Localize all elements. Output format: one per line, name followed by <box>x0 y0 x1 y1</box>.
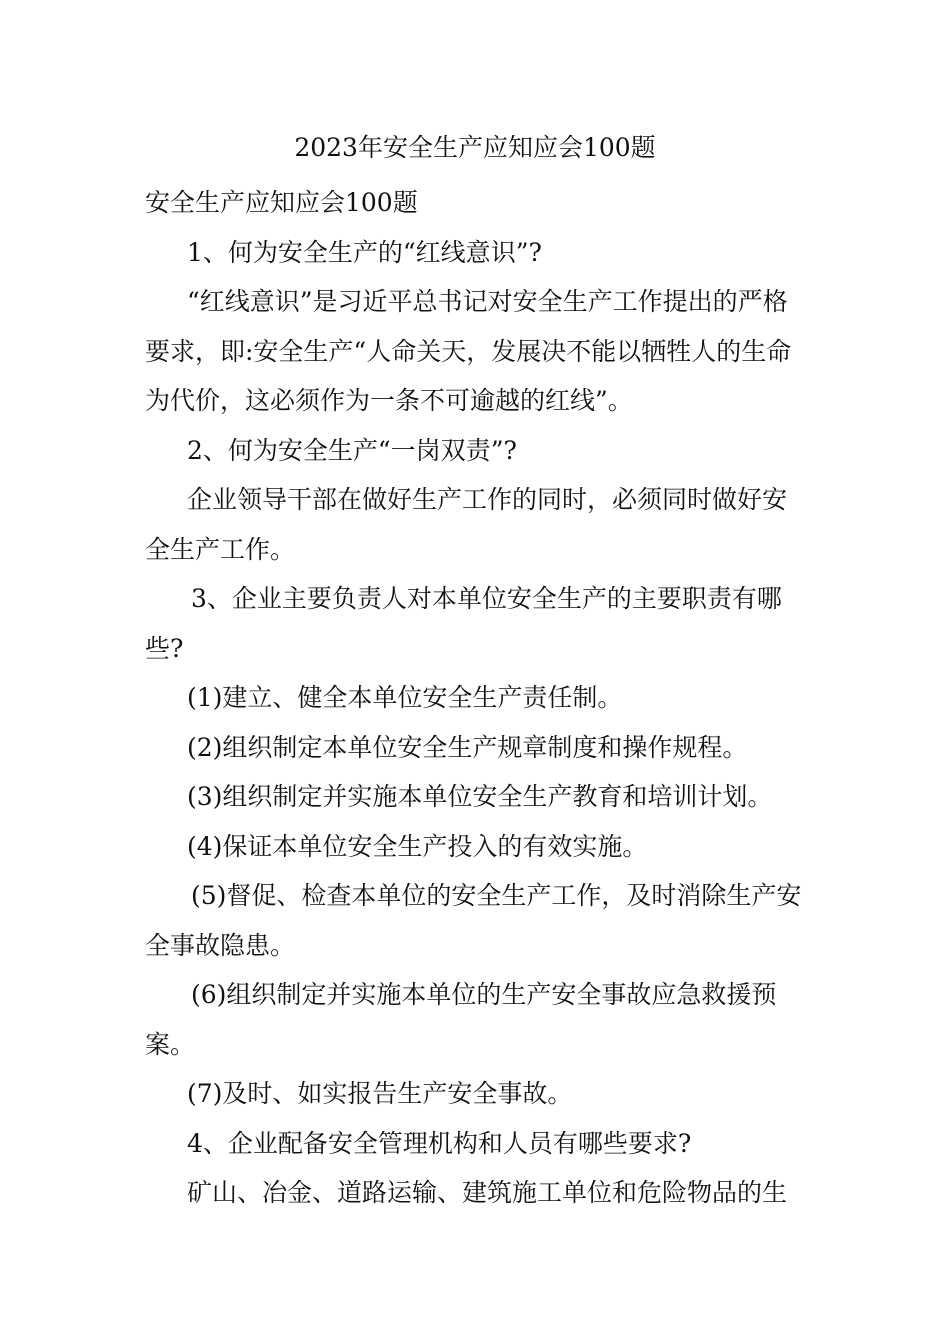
answer-3-item-6: (6)组织制定并实施本单位的生产安全事故应急救援预案。 <box>145 980 777 1059</box>
question-1: 1、何为安全生产的“红线意识”? <box>187 237 542 267</box>
document-title: 2023年安全生产应知应会100题 <box>294 133 656 162</box>
answer-3-item-2: (2)组织制定本单位安全生产规章制度和操作规程。 <box>187 732 748 762</box>
answer-3-item-7: (7)及时、如实报告生产安全事故。 <box>187 1079 573 1108</box>
answer-4: 矿山、冶金、道路运输、建筑施工单位和危险物品的生 <box>187 1178 788 1207</box>
answer-1: “红线意识”是习近平总书记对安全生产工作提出的严格要求，即:安全生产“人命关天，发展决不能以牺牲人的生命为代价，这必须作为一条不可逾越的红线”。 <box>145 287 792 415</box>
document-subtitle: 安全生产应知应会100题 <box>145 188 418 217</box>
answer-2: 企业领导干部在做好生产工作的同时，必须同时做好安全生产工作。 <box>145 485 788 564</box>
answer-3-item-5: (5)督促、检查本单位的安全生产工作，及时消除生产安全事故隐患。 <box>145 881 802 960</box>
document-body <box>145 178 805 1218</box>
question-2: 2、何为安全生产“一岗双责”? <box>187 435 517 465</box>
question-4: 4、企业配备安全管理机构和人员有哪些要求? <box>187 1128 692 1158</box>
question-3: 3、企业主要负责人对本单位安全生产的主要职责有哪些? <box>145 584 782 663</box>
answer-3-item-4: (4)保证本单位安全生产投入的有效实施。 <box>187 831 648 861</box>
answer-3-item-1: (1)建立、健全本单位安全生产责任制。 <box>187 683 623 712</box>
answer-3-item-3: (3)组织制定并实施本单位安全生产教育和培训计划。 <box>187 782 773 811</box>
